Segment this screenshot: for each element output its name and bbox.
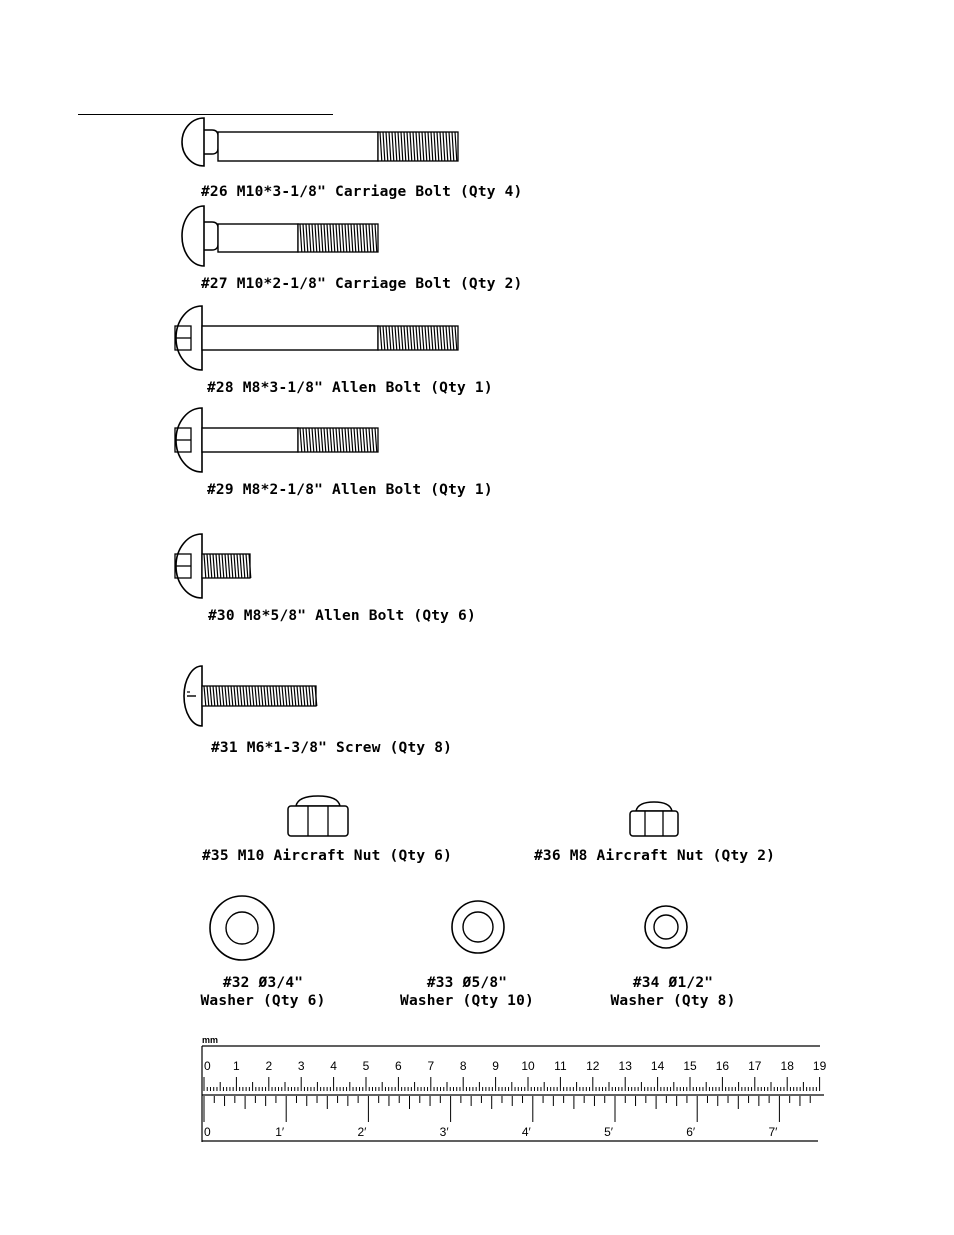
cm-label: 7 [427, 1059, 435, 1073]
part-33-line2: Washer (Qty 10) [400, 993, 534, 1009]
cm-label: 18 [780, 1059, 794, 1073]
measurement-ruler [198, 1032, 828, 1147]
cm-label: 10 [521, 1059, 535, 1073]
cm-label: 15 [683, 1059, 697, 1073]
washer-small-icon [643, 904, 689, 950]
inch-label: 3′ [439, 1125, 449, 1139]
cm-label: 19 [812, 1059, 827, 1073]
cm-label: 8 [459, 1059, 467, 1073]
part-27-label: #27 M10*2-1/8" Carriage Bolt (Qty 2) [201, 276, 523, 292]
cm-label: 12 [586, 1059, 600, 1073]
part-34-label [598, 974, 748, 1010]
part-28-label: #28 M8*3-1/8" Allen Bolt (Qty 1) [207, 380, 493, 396]
cm-label: 5 [362, 1059, 370, 1073]
cm-label: 16 [715, 1059, 730, 1073]
aircraft-nut-large-icon [286, 794, 350, 838]
washer-medium-icon [450, 899, 506, 955]
screw-icon [182, 664, 322, 728]
inch-label: 1′ [275, 1125, 285, 1139]
inch-label: 0 [204, 1125, 211, 1139]
cm-label: 11 [554, 1059, 567, 1073]
carriage-bolt-short-icon [178, 204, 388, 268]
part-34-line1: #34 Ø1/2" [632, 975, 714, 991]
cm-label: 6 [395, 1059, 402, 1073]
aircraft-nut-small-icon [628, 800, 680, 838]
part-35-label: #35 M10 Aircraft Nut (Qty 6) [202, 848, 453, 864]
part-29-label: #29 M8*2-1/8" Allen Bolt (Qty 1) [207, 482, 493, 498]
allen-bolt-short-icon [172, 532, 257, 600]
cm-label: 13 [618, 1059, 632, 1073]
cm-label: 9 [492, 1059, 499, 1073]
inch-label: 4′ [521, 1125, 531, 1139]
cm-label: 3 [297, 1059, 305, 1073]
part-32-label [188, 974, 338, 1010]
cm-label: 14 [650, 1059, 665, 1073]
part-33-line1: #33 Ø5/8" [426, 975, 508, 991]
part-33-label [388, 974, 546, 1010]
part-32-line2: Washer (Qty 6) [200, 993, 326, 1009]
carriage-bolt-long-icon [178, 112, 463, 172]
part-32-line1: #32 Ø3/4" [222, 975, 304, 991]
cm-label: 0 [204, 1059, 211, 1073]
allen-bolt-medium-icon [172, 406, 387, 474]
part-36-label: #36 M8 Aircraft Nut (Qty 2) [534, 848, 776, 864]
inch-label: 2′ [357, 1125, 367, 1139]
inch-label: 5′ [604, 1125, 613, 1139]
cm-label: 2 [265, 1059, 273, 1073]
part-30-label: #30 M8*5/8" Allen Bolt (Qty 6) [208, 608, 476, 624]
cm-label: 4 [330, 1059, 337, 1073]
inch-label: 6′ [686, 1125, 696, 1139]
ruler-unit-label: mm [202, 1035, 219, 1045]
part-26-label: #26 M10*3-1/8" Carriage Bolt (Qty 4) [201, 184, 523, 200]
inch-label: 7′ [768, 1125, 778, 1139]
washer-large-icon [207, 893, 277, 963]
cm-label: 1 [233, 1059, 240, 1073]
part-31-label: #31 M6*1-3/8" Screw (Qty 8) [211, 740, 453, 756]
allen-bolt-long-icon [172, 304, 464, 372]
part-34-line2: Washer (Qty 8) [610, 993, 736, 1009]
cm-label: 17 [748, 1059, 762, 1073]
